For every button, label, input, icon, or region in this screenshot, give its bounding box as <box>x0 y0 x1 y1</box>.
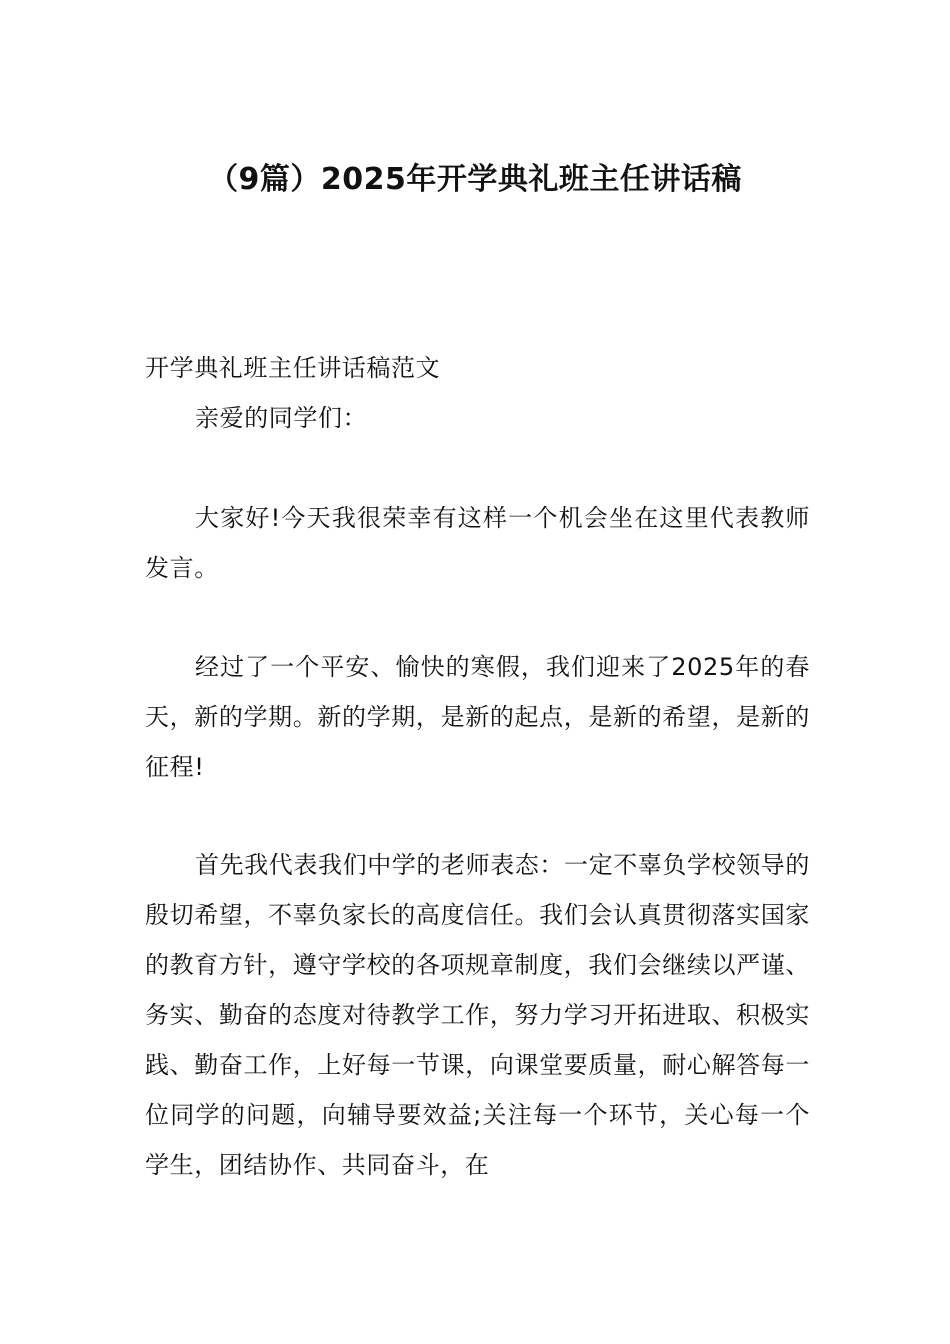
new-semester-paragraph: 经过了一个平安、愉快的寒假，我们迎来了2025年的春天，新的学期。新的学期，是新的起点，是新的希望，是新的征程! <box>145 653 810 781</box>
teacher-pledge-paragraph: 首先我代表我们中学的老师表态：一定不辜负学校领导的殷切希望，不辜负家长的高度信任。我们会认真贯彻落实国家的教育方针，遵守学校的各项规章制度，我们会继续以严谨、务实、勤奋的态度对待教学工作，努力学习开拓进取、积极实践、勤奋工作，上好每一节课，向课堂要质量，耐心解答每一位同学的问题，向辅导要效益;关注每一个环节，关心每一个学生，团结协作、共同奋斗，在 <box>145 851 810 1179</box>
document-title: （9篇）2025年开学典礼班主任讲话稿 <box>208 162 742 197</box>
greeting-paragraph: 亲爱的同学们： <box>195 404 368 432</box>
section-subheading: 开学典礼班主任讲话稿范文 <box>145 354 441 382</box>
opening-paragraph: 大家好!今天我很荣幸有这样一个机会坐在这里代表教师发言。 <box>145 504 810 582</box>
